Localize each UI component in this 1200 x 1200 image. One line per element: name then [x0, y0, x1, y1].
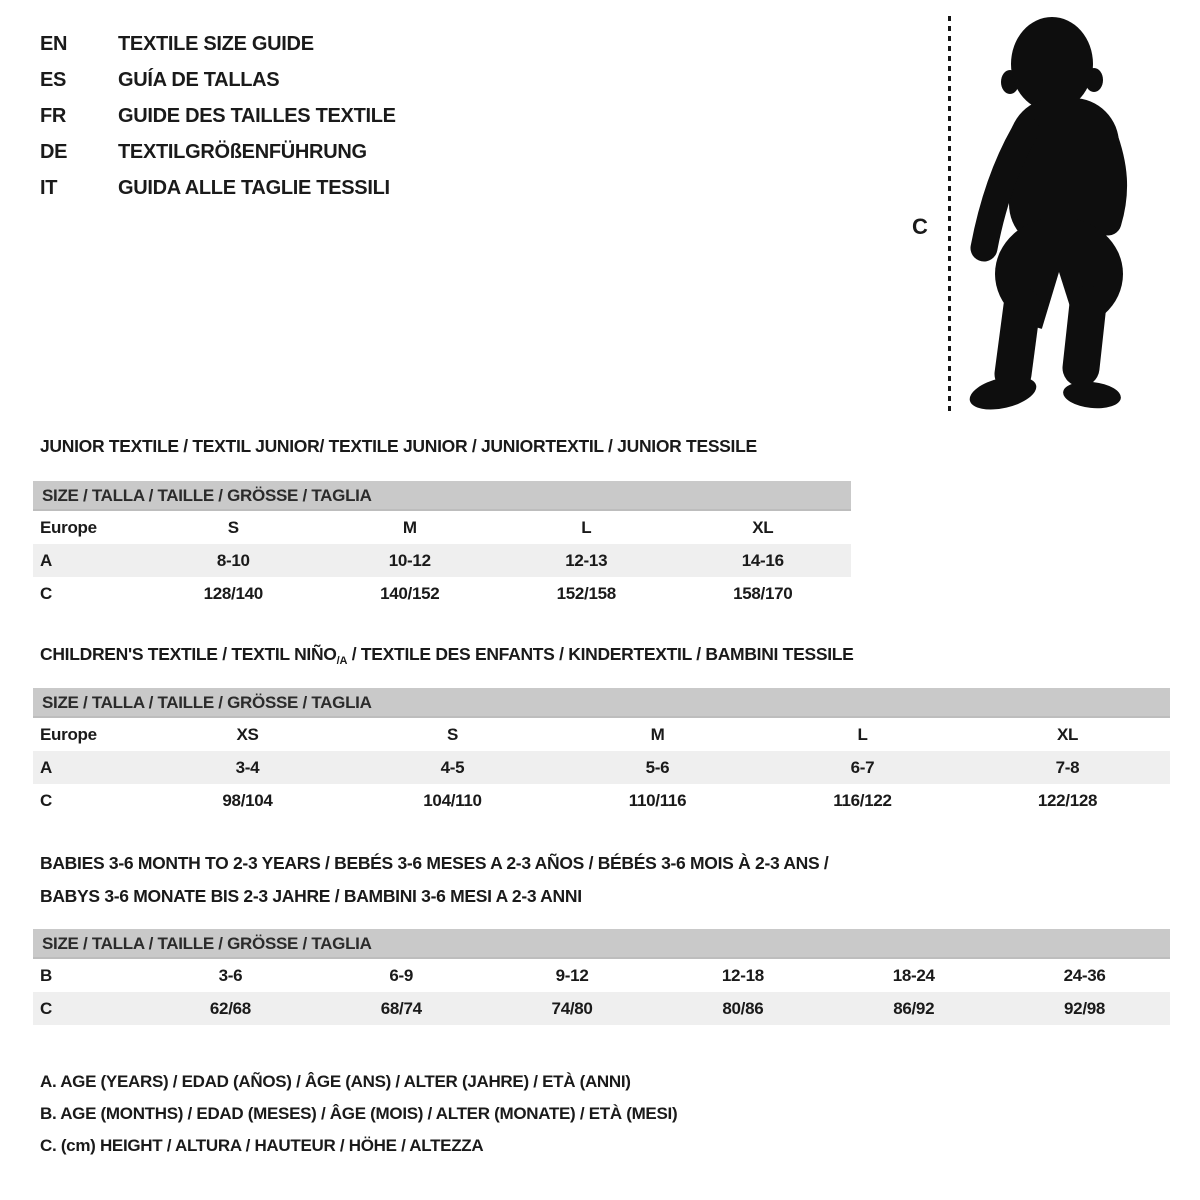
language-code: DE [40, 140, 68, 163]
size-cell: 10-12 [388, 551, 431, 570]
children-title-sub: /A [336, 655, 348, 667]
guide-title: GUIDE DES TAILLES TEXTILE [118, 104, 396, 127]
language-code: EN [40, 32, 68, 55]
list-item [40, 62, 396, 98]
guide-title: TEXTILGRÖßENFÜHRUNG [118, 140, 367, 163]
size-cell: XL [752, 518, 774, 537]
size-cell: 68/74 [380, 999, 422, 1018]
table-body [33, 511, 851, 610]
size-cell: 24-36 [1063, 966, 1106, 985]
babies-title-line2: BABYS 3-6 MONATE BIS 2-3 JAHRE / BAMBINI 3-6 MESI A 2-3 ANNI [40, 886, 582, 906]
size-cell: S [227, 518, 239, 537]
size-cell: 7-8 [1055, 758, 1080, 777]
legend-line-c: C. (cm) HEIGHT / ALTURA / HAUTEUR / HÖHE / ALTEZZA [40, 1136, 484, 1155]
children-title-pre: CHILDREN'S TEXTILE / TEXTIL NIÑO [40, 644, 337, 664]
height-measure-dashed-line [948, 16, 951, 416]
row-label: C [40, 791, 52, 810]
size-cell: 6-7 [850, 758, 875, 777]
size-cell: M [650, 725, 665, 744]
size-cell: 4-5 [440, 758, 465, 777]
list-item [40, 134, 396, 170]
table-row [33, 511, 851, 544]
guide-title: GUIDA ALLE TAGLIE TESSILI [118, 176, 390, 199]
table-body [33, 959, 1170, 1025]
size-cell: XL [1056, 725, 1079, 744]
size-cell: 14-16 [741, 551, 784, 570]
children-size-table [33, 688, 1170, 817]
children-section-title [40, 644, 854, 667]
size-cell: S [446, 725, 459, 744]
size-cell: 104/110 [423, 791, 482, 810]
size-header-bar: SIZE / TALLA / TAILLE / GRÖSSE / TAGLIA [33, 929, 1170, 959]
toddler-silhouette-icon [962, 14, 1137, 416]
size-cell: 140/152 [380, 584, 440, 603]
size-header-bar: SIZE / TALLA / TAILLE / GRÖSSE / TAGLIA [33, 481, 851, 511]
height-measure-label: C [912, 214, 928, 239]
babies-title-line1: BABIES 3-6 MONTH TO 2-3 YEARS / BEBÉS 3-6 MESES A 2-3 AÑOS / BÉBÉS 3-6 MOIS À 2-3 ANS / [40, 853, 829, 873]
table-row [33, 959, 1170, 992]
junior-size-table [33, 481, 851, 610]
size-cell: 5-6 [645, 758, 670, 777]
size-cell: L [857, 725, 868, 744]
size-cell: 98/104 [222, 791, 273, 810]
size-cell: 12-18 [721, 966, 764, 985]
guide-title: GUÍA DE TALLAS [118, 68, 280, 91]
list-item [40, 26, 396, 62]
table-row [33, 992, 1170, 1025]
size-cell: L [581, 518, 592, 537]
size-cell: M [402, 518, 417, 537]
size-cell: 122/128 [1037, 791, 1098, 810]
table-row [33, 718, 1170, 751]
size-cell: 3-6 [218, 966, 243, 985]
list-item [40, 170, 396, 206]
row-label: C [40, 999, 52, 1018]
language-code: IT [40, 176, 58, 199]
measure-legend [40, 1066, 677, 1162]
size-cell: 3-4 [235, 758, 260, 777]
size-cell: 128/140 [203, 584, 263, 603]
language-code: ES [40, 68, 67, 91]
row-label: C [40, 584, 52, 603]
size-cell: 6-9 [389, 966, 414, 985]
language-code: FR [40, 104, 67, 127]
list-item [40, 98, 396, 134]
row-label: A [40, 551, 52, 570]
size-cell: 152/158 [556, 584, 616, 603]
size-cell: 116/122 [833, 791, 892, 810]
size-cell: 12-13 [565, 551, 608, 570]
row-label: A [40, 758, 52, 777]
babies-size-table [33, 929, 1170, 1025]
row-label: Europe [40, 725, 97, 744]
junior-section-title: JUNIOR TEXTILE / TEXTIL JUNIOR/ TEXTILE JUNIOR / JUNIORTEXTIL / JUNIOR TESSILE [40, 436, 757, 456]
guide-title: TEXTILE SIZE GUIDE [118, 32, 314, 55]
size-cell: 80/86 [722, 999, 764, 1018]
row-label: B [40, 966, 52, 985]
size-cell: 9-12 [555, 966, 589, 985]
size-cell: 8-10 [216, 551, 250, 570]
size-cell: 158/170 [733, 584, 793, 603]
size-cell: 62/68 [209, 999, 251, 1018]
size-cell: 18-24 [892, 966, 935, 985]
size-cell: 92/98 [1064, 999, 1106, 1018]
size-header-bar: SIZE / TALLA / TAILLE / GRÖSSE / TAGLIA [33, 688, 1170, 718]
size-cell: XS [236, 725, 259, 744]
size-cell: 110/116 [628, 791, 687, 810]
size-cell: 74/80 [551, 999, 593, 1018]
size-cell: 86/92 [893, 999, 935, 1018]
babies-section-title [40, 847, 829, 913]
table-row [33, 544, 851, 577]
children-title-post: / TEXTILE DES ENFANTS / KINDERTEXTIL / BAMBINI TESSILE [347, 644, 854, 664]
table-body [33, 718, 1170, 817]
legend-line-a: A. AGE (YEARS) / EDAD (AÑOS) / ÂGE (ANS) / ALTER (JAHRE) / ETÀ (ANNI) [40, 1072, 631, 1091]
table-row [33, 784, 1170, 817]
table-row [33, 751, 1170, 784]
legend-line-b: B. AGE (MONTHS) / EDAD (MESES) / ÂGE (MOIS) / ALTER (MONATE) / ETÀ (MESI) [40, 1104, 678, 1123]
row-label: Europe [40, 518, 97, 537]
table-row [33, 577, 851, 610]
language-title-list [40, 26, 396, 206]
